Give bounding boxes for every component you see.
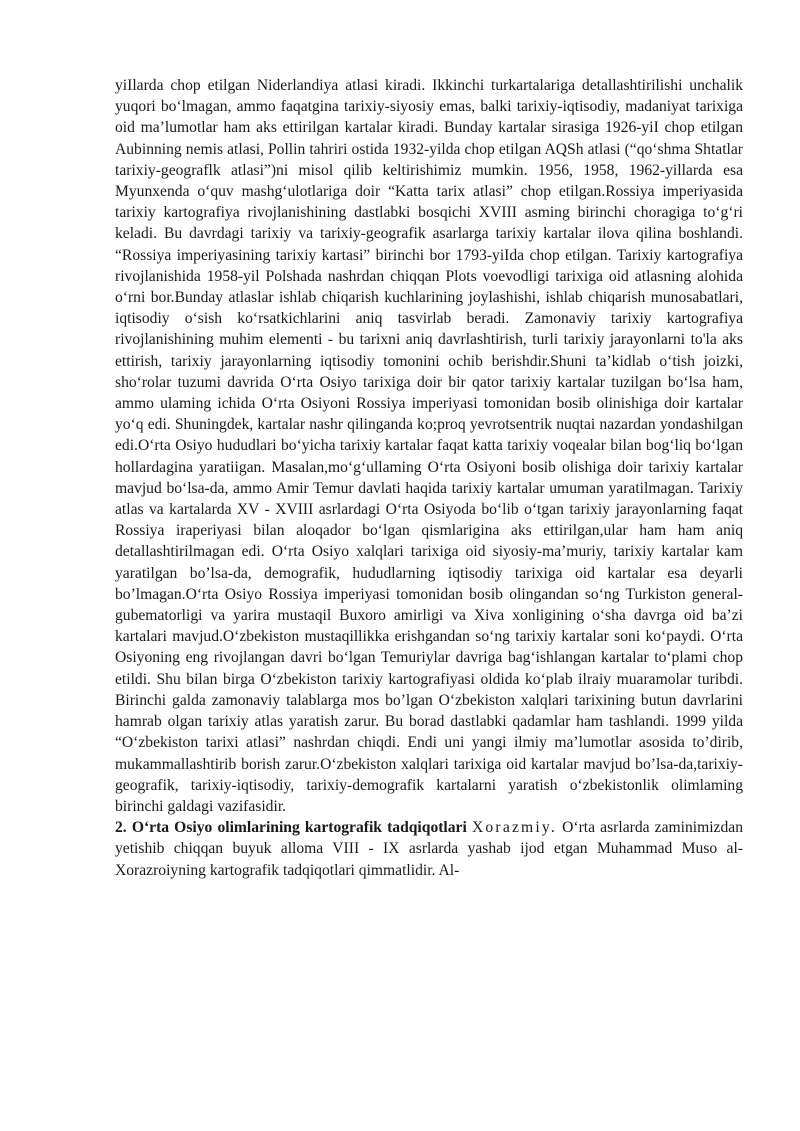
section-heading: 2. O‘rta Osiyo olimlarining kartografik tadqiqotlari: [115, 819, 467, 837]
section-text: O‘rta asrlarda zaminimizdan yetishib chiqqan buyuk alloma VIII - IX asrlarda yashab ijod etgan Muhammad Muso al-Xorazroiyning kartografik tadqiqotlari qimmatlidir. Al-: [115, 819, 743, 879]
section-spaced-word: Xorazmiy.: [471, 819, 558, 837]
section-paragraph: [115, 817, 743, 881]
document-page: [115, 75, 743, 881]
body-paragraph: yiIlarda chop etilgan Niderlandiya atlasi kiradi. Ikkinchi turkartalariga detallashtirilishi unchalik yuqori bo‘lmagan, ammo faqatgina tarixiy-siyosiy emas, balki tarixiy-iqtisodiy, madaniyat tarixiga oid ma’lumotlar ham aks ettirilgan kartalar kiradi. Bunday kartalar sirasiga 1926-yiI chop etilgan Aubinning nemis atlasi, Pollin tahriri ostida 1932-yilda chop etilgan AQSh atlasi (“qo‘shma Shtatlar tarixiy-geograflk atlasi”)ni misol qilib keltirishimiz mumkin. 1956, 1958, 1962-yillarda esa Myunxenda o‘quv mashg‘ulotlariga doir “Katta tarix atlasi” chop etilgan.Rossiya imperiyasida tarixiy kartografiya rivojlanishining dastlabki bosqichi XVIII asming birinchi choragiga to‘g‘ri keladi. Bu davrdagi tarixiy va tarixiy-geografik asarlarga tarixiy kartalar ilova qilina boshlandi. “Rossiya imperiyasining tarixiy kartasi” birinchi bor 1793-yiIda chop etilgan. Tarixiy kartografiya rivojlanishida 1958-yil Polshada nashrdan chiqqan Plots voevodligi tarixiga oid atlasning alohida o‘rni bor.Bunday atlaslar ishlab chiqarish kuchlarining joylashishi, ishlab chiqarish munosabatlari, iqtisodiy o‘sish ko‘rsatkichlarini aniq tasvirlab beradi. Zamonaviy tarixiy kartografiya rivojlanishining muhim elementi - bu tarixni aniq davrlashtirish, turli tarixiy jarayonlarni to'la aks ettirish, tarixiy jarayonlarning iqtisodiy tomonini ochib berishdir.Shuni ta’kidlab o‘tish joizki, sho‘rolar tuzumi davrida O‘rta Osiyo tarixiga doir bir qator tarixiy kartalar tuzilgan bo‘lsa ham, ammo ulaming ichida O‘rta Osiyoni Rossiya imperiyasi tomonidan bosib olinishiga doir kartalar yo‘q edi. Shuningdek, kartalar nashr qilinganda ko;proq yevrotsentrik nuqtai nazardan yondashilgan edi.O‘rta Osiyo hududlari bo‘yicha tarixiy kartalar faqat katta tarixiy voqealar bilan bog‘liq bo‘lgan hollardagina yaratiigan. Masalan,mo‘g‘ullaming O‘rta Osiyoni bosib olishiga doir tarixiy kartalar mavjud bo‘lsa-da, ammo Amir Temur davlati haqida tarixiy kartalar umuman yaratilmagan. Tarixiy atlas va kartalarda XV - XVIII asrlardagi O‘rta Osiyoda bo‘lib o‘tgan tarixiy jarayonlarning faqat Rossiya iraperiyasi bilan aloqador bo‘lgan qismlarigina aks ettirilgan,ular ham ham aniq detallashtirilmagan edi. O‘rta Osiyo xalqlari tarixiga oid siyosiy-ma’muriy, tarixiy kartalar kam yaratilgan bo’lsa-da, demografik, hududlarning iqtisodiy tarixiga oid kartalar esa deyarli bo’lmagan.O‘rta Osiyo Rossiya imperiyasi tomonidan bosib olingandan so‘ng Turkiston general-gubematorligi va yarira mustaqil Buxoro amirligi va Xiva xonligining o‘sha davrga oid ba’zi kartalari mavjud.O‘zbekiston mustaqillikka erishgandan so‘ng tarixiy kartalar soni ko‘paydi. O‘rta Osiyoning eng rivojlangan davri bo‘lgan Temuriylar davriga bag‘ishlangan kartalar to‘plami chop etildi. Shu bilan birga O‘zbekiston tarixiy kartografiyasi oldida ko‘plab ilraiy muaramolar turibdi. Birinchi galda zamonaviy talablarga mos bo’lgan O‘zbekiston xalqlari tarixining butun davrlarini hamrab olgan tarixiy atlas yaratish zarur. Bu borad dastlabki qadamlar ham tashlandi. 1999 yilda “O‘zbekiston tarixi atlasi” nashrdan chiqdi. Endi uni yangi ilmiy ma’lumotlar asosida to’dirib, mukammallashtirib borish zarur.O‘zbekiston xalqlari tarixiga oid kartalar mavjud bo’lsa-da,tarixiy- geografik, tarixiy-iqtisodiy, tarixiy-demografik kartalarni yaratish o‘zbekistonlik olimlaming birinchi galdagi vazifasidir.: [115, 77, 743, 815]
